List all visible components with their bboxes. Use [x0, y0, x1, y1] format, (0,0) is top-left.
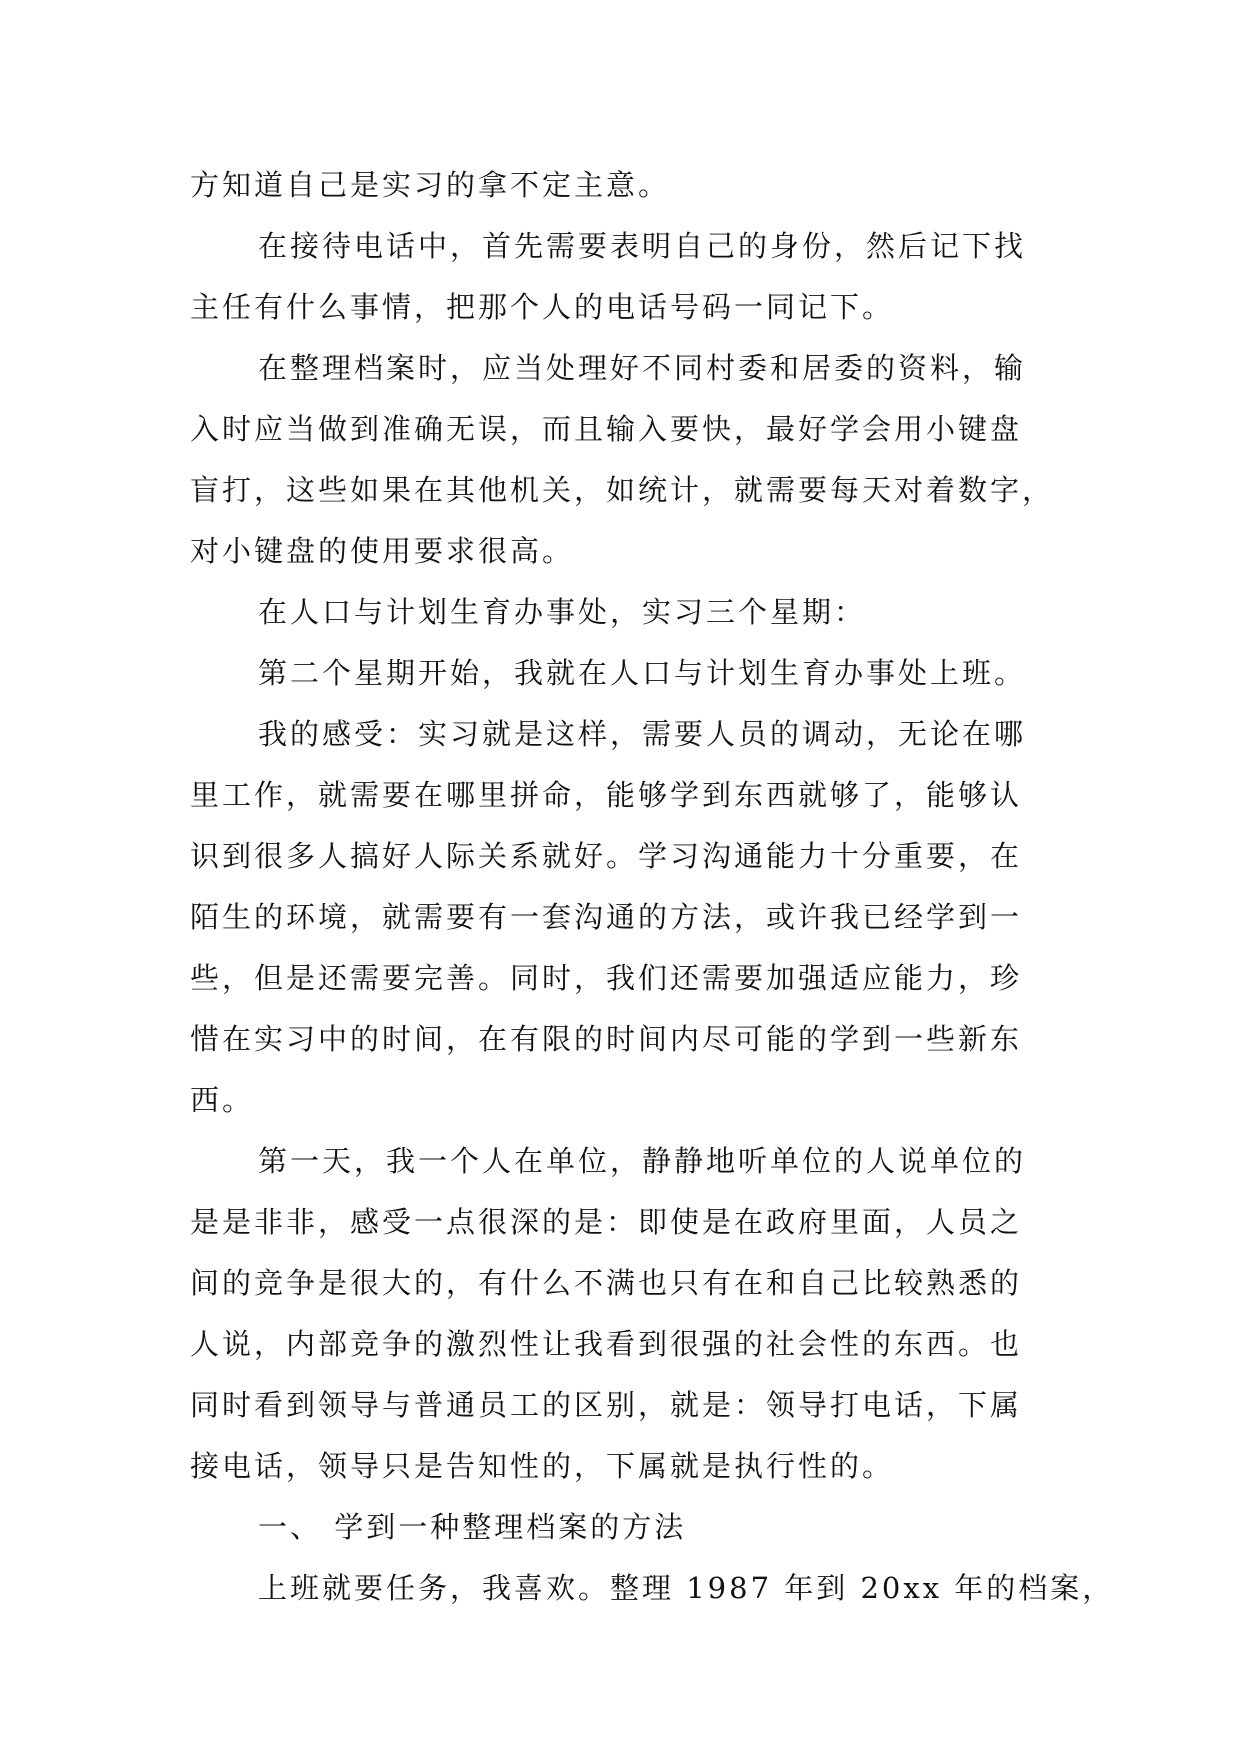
text-line: 对小键盘的使用要求很高。 — [190, 534, 575, 568]
text-line: 接电话，领导只是告知性的，下属就是执行性的。 — [190, 1449, 895, 1483]
text-line: 识到很多人搞好人际关系就好。学习沟通能力十分重要，在 — [190, 839, 1023, 873]
text-line: 间的竞争是很大的，有什么不满也只有在和自己比较熟悉的 — [190, 1266, 1023, 1300]
text-line: 惜在实习中的时间，在有限的时间内尽可能的学到一些新东 — [190, 1022, 1023, 1056]
text-line: 陌生的环境，就需要有一套沟通的方法，或许我已经学到一 — [190, 900, 1023, 934]
paragraph-start: 在整理档案时，应当处理好不同村委和居委的资料，输 — [258, 351, 1027, 385]
paragraph-start: 在接待电话中，首先需要表明自己的身份，然后记下找 — [258, 229, 1027, 263]
section-heading: 一、 学到一种整理档案的方法 — [258, 1510, 687, 1544]
paragraph-start: 在人口与计划生育办事处，实习三个星期： — [258, 595, 867, 629]
text-line: 人说，内部竞争的激烈性让我看到很强的社会性的东西。也 — [190, 1327, 1023, 1361]
text-line: 主任有什么事情，把那个人的电话号码一同记下。 — [190, 290, 895, 324]
text-line: 是是非非，感受一点很深的是：即使是在政府里面，人员之 — [190, 1205, 1023, 1239]
text-line: 盲打，这些如果在其他机关，如统计，就需要每天对着数字， — [190, 473, 1055, 507]
paragraph-start: 第一天，我一个人在单位，静静地听单位的人说单位的 — [258, 1144, 1027, 1178]
text-line: 西。 — [190, 1083, 255, 1117]
document-body — [190, 155, 1115, 1619]
paragraph-start: 第二个星期开始，我就在人口与计划生育办事处上班。 — [258, 656, 1027, 690]
text-line: 同时看到领导与普通员工的区别，就是：领导打电话，下属 — [190, 1388, 1023, 1422]
text-line: 方知道自己是实习的拿不定主意。 — [190, 168, 671, 202]
paragraph-start: 上班就要任务，我喜欢。整理 1987 年到 20xx 年的档案， — [258, 1571, 1115, 1605]
text-line: 入时应当做到准确无误，而且输入要快，最好学会用小键盘 — [190, 412, 1023, 446]
text-line: 里工作，就需要在哪里拼命，能够学到东西就够了，能够认 — [190, 778, 1023, 812]
paragraph-start: 我的感受：实习就是这样，需要人员的调动，无论在哪 — [258, 717, 1027, 751]
text-line: 些，但是还需要完善。同时，我们还需要加强适应能力，珍 — [190, 961, 1023, 995]
